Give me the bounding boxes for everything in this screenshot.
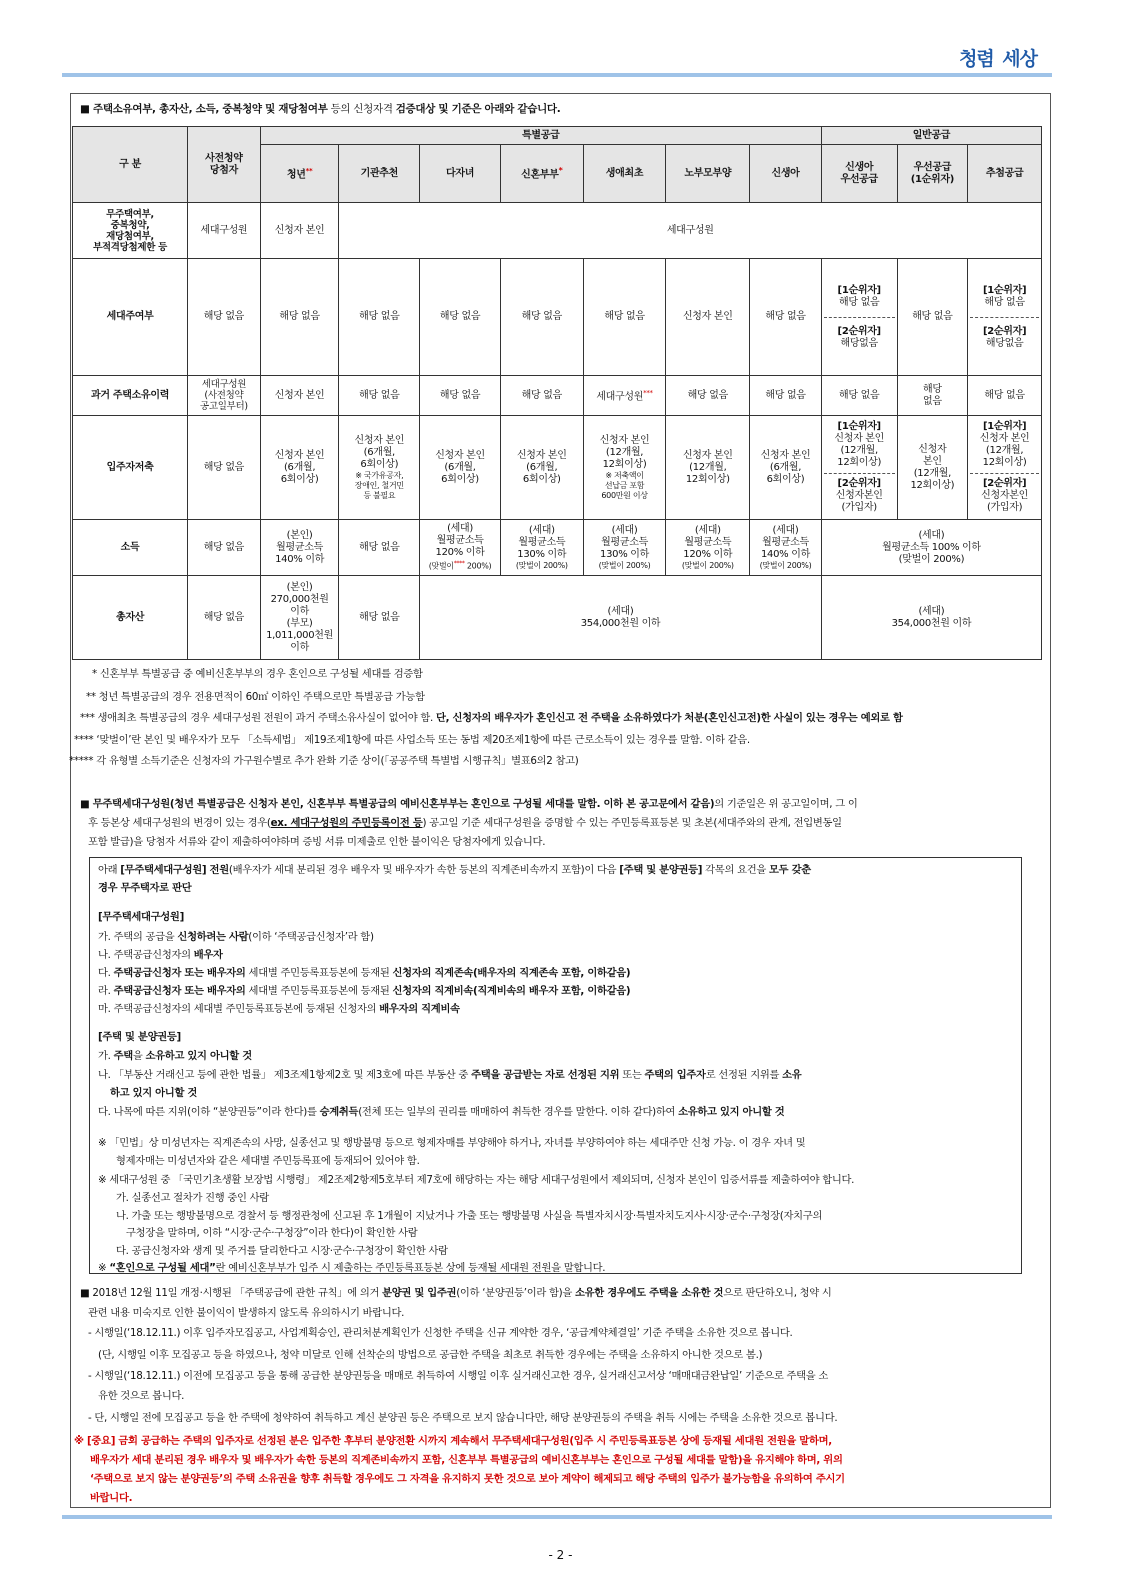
header-institution: 기관추천 bbox=[339, 145, 420, 203]
cell: 해당 없음 bbox=[339, 259, 420, 376]
important-warning-3: ‘주택으로 보지 않는 분양권등’의 주택 소유권을 향후 취득할 경우에도 그 자격을 유지하지 못한 것으로 보아 계약이 해제되고 해당 주택의 입주가 불가능함을 유의하여 주시기 bbox=[90, 1473, 845, 1485]
section3-line1: ■ 2018년 12월 11일 개정·시행된 「주택공급에 관한 규칙」에 의거 분양권 및 입주권(이하 ‘분양권등’이라 함)을 소유한 경우에도 주택을 소유한 것으로 판단하오니, 청약 시 bbox=[80, 1287, 832, 1299]
cell: 신청자 본인 (12개월, 12회이상) ※ 저축액이 선납금 포함 600만원 이상 bbox=[583, 416, 666, 520]
header-multi-child: 다자녀 bbox=[420, 145, 501, 203]
intro-line: ■ 주택소유여부, 총자산, 소득, 중복청약 및 재당첨여부 등의 신청자격 검증대상 및 기준은 아래와 같습니다. bbox=[80, 103, 561, 115]
box-item: 마. 주택공급신청자의 세대별 주민등록표등본에 등재된 신청자의 배우자의 직계비속 bbox=[98, 1003, 460, 1015]
footnote-3: *** 생애최초 특별공급의 경우 세대구성원 전원이 과거 주택소유사실이 없어야 함. 단, 신청자의 배우자가 혼인신고 전 주택을 소유하였다가 처분(혼인신고전)한 사실이 있는 경우는 예외로 함 bbox=[80, 712, 903, 724]
section2-line2: 후 등본상 세대구성원의 변경이 있는 경우(ex. 세대구성원의 주민등록이전 등) 공고일 기준 세대구성원을 증명할 수 있는 주민등록표등본 및 초본(세대주와의 관계, 전입변동일 bbox=[88, 817, 842, 829]
cell: 해당 없음 bbox=[188, 259, 261, 376]
header-newborn-priority: 신생아 우선공급 bbox=[821, 145, 897, 203]
cell: 신청자 본인 (6개월, 6회이상) bbox=[260, 416, 339, 520]
row-label-income: 소득 bbox=[73, 520, 188, 576]
cell: (세대) 354,000천원 이하 bbox=[420, 576, 822, 660]
header-first-priority: 우선공급 (1순위자) bbox=[897, 145, 968, 203]
cell: [1순위자] 신청자 본인 (12개월, 12회이상) [2순위자] 신청자본인 (가입자) bbox=[968, 416, 1042, 520]
cell: [1순위자] 해당 없음 [2순위자] 해당없음 bbox=[821, 259, 897, 376]
cell: 해당 없음 bbox=[260, 259, 339, 376]
box-note: 다. 공급신청자와 생계 및 주거를 달리한다고 시장·군수·구청장이 확인한 사람 bbox=[116, 1245, 448, 1257]
important-warning-1: ※ [중요] 금회 공급하는 주택의 입주자로 선정된 분은 입주한 후부터 분양전환 시까지 계속해서 무주택세대구성원(입주 시 주민등록표등본 상에 등재될 세대원 전원을 말하며, bbox=[74, 1435, 832, 1447]
integrity-logo bbox=[959, 44, 1037, 71]
logo-text: 청렴 세상 bbox=[959, 48, 1037, 70]
box-heading-house: [주택 및 분양권등] bbox=[98, 1031, 181, 1043]
section2-line1: ■ 무주택세대구성원(청년 특별공급은 신청자 본인, 신혼부부 특별공급의 예비신혼부부는 혼인으로 구성될 세대를 말함. 이하 본 공고문에서 같음)의 기준일은 위 공고일이며, 그 이 bbox=[80, 798, 858, 810]
box-note: 형제자매는 미성년자와 같은 세대별 주민등록표에 등재되어 있어야 함. bbox=[116, 1155, 420, 1167]
page-number: - 2 - bbox=[548, 1548, 573, 1562]
box-intro-line1: 아래 [무주택세대구성원] 전원(배우자가 세대 분리된 경우 배우자 및 배우자가 속한 등본의 직계존비속까지 포함)이 다음 [주택 및 분양권등] 각목의 요건을 모두 갖춘 bbox=[98, 864, 811, 876]
cell: 해당 없음 bbox=[897, 259, 968, 376]
box-item: 라. 주택공급신청자 또는 배우자의 세대별 주민등록표등본에 등재된 신청자의 직계비속(직계비속의 배우자 포함, 이하같음) bbox=[98, 985, 631, 997]
box-note: 구청장을 말하며, 이하 “시장·군수·구청장”이라 한다)이 확인한 사람 bbox=[126, 1227, 418, 1239]
cell: 신청자 본인 (6개월, 6회이상) bbox=[750, 416, 822, 520]
important-warning-4: 바랍니다. bbox=[90, 1492, 133, 1504]
cell: 신청자 본인 bbox=[666, 259, 750, 376]
header-newborn: 신생아 bbox=[750, 145, 822, 203]
header-first-time: 생애최초 bbox=[583, 145, 666, 203]
cell: (세대) 354,000천원 이하 bbox=[821, 576, 1041, 660]
box-item: 하고 있지 아니할 것 bbox=[110, 1087, 198, 1099]
eligibility-table bbox=[72, 126, 1042, 660]
section3-item: - 시행일(‘18.12.11.) 이전에 모집공고 등을 통해 공급한 분양권등을 매매로 취득하여 시행일 이후 실거래신고한 경우, 실거래신고서상 ‘매매대금완납일’ 기준으로 주택을 소 bbox=[88, 1370, 829, 1382]
box-note: ※ 「민법」상 미성년자는 직계존속의 사망, 실종선고 및 행방불명 등으로 형제자매를 부양해야 하거나, 자녀를 부양하여야 하는 세대주만 신청 가능. 이 경우 자녀 및 bbox=[98, 1137, 806, 1149]
cell: (세대) 월평균소득 120% 이하 (맞벌이 200%) bbox=[666, 520, 750, 576]
cell: 해당 없음 bbox=[750, 259, 822, 376]
cell: 신청자 본인 bbox=[260, 376, 339, 416]
row-label-assets: 총자산 bbox=[73, 576, 188, 660]
cell: 해당 없음 bbox=[897, 376, 968, 416]
section3-line2: 관련 내용 미숙지로 인한 불이익이 발생하지 않도록 유의하시기 바랍니다. bbox=[88, 1307, 405, 1319]
box-item: 나. 주택공급신청자의 배우자 bbox=[98, 949, 223, 961]
cell: 세대구성원 bbox=[339, 203, 1042, 259]
box-note: ※ 세대구성원 중 「국민기초생활 보장법 시행령」 제2조제2항제5호부터 제7호에 해당하는 자는 해당 세대구성원에서 제외되며, 신청자 본인이 입증서류를 제출하여야 합니다. bbox=[98, 1174, 855, 1186]
box-item: 다. 주택공급신청자 또는 배우자의 세대별 주민등록표등본에 등재된 신청자의 직계존속(배우자의 직계존속 포함, 이하같음) bbox=[98, 967, 631, 979]
important-warning-2: 배우자가 세대 분리된 경우 배우자 및 배우자가 속한 등본의 직계존비속까지 포함, 신혼부부 특별공급의 예비신혼부부는 혼인으로 구성될 세대를 말함)을 유지해야 하며, 위의 bbox=[90, 1454, 843, 1466]
cell: (세대) 월평균소득 130% 이하 (맞벌이 200%) bbox=[583, 520, 666, 576]
header-gubun: 구 분 bbox=[73, 127, 188, 203]
box-item: 다. 나목에 따른 지위(이하 “분양권등”이라 한다)를 승계취득(전체 또는 일부의 권리를 매매하여 취득한 경우를 말한다. 이하 같다)하여 소유하고 있지 아니할 것 bbox=[98, 1106, 785, 1118]
cell: (세대) 월평균소득 140% 이하 (맞벌이 200%) bbox=[750, 520, 822, 576]
box-item: 가. 주택의 공급을 신청하려는 사람(이하 ‘주택공급신청자’라 함) bbox=[98, 931, 374, 943]
cell: [1순위자] 신청자 본인 (12개월, 12회이상) [2순위자] 신청자본인 (가입자) bbox=[821, 416, 897, 520]
section2-line3: 포함 발급)을 당첨자 서류와 같이 제출하여야하며 증빙 서류 미제출로 인한 불이익은 당첨자에게 있습니다. bbox=[88, 836, 546, 848]
cell: [1순위자] 해당 없음 [2순위자] 해당없음 bbox=[968, 259, 1042, 376]
cell: 해당 없음 bbox=[821, 376, 897, 416]
box-heading-homeless: [무주택세대구성원] bbox=[98, 911, 184, 923]
section3-item: 유한 것으로 봅니다. bbox=[98, 1390, 185, 1402]
header-lottery: 추첨공급 bbox=[968, 145, 1042, 203]
header-special-supply: 특별공급 bbox=[260, 127, 821, 145]
cell: 신청자 본인 (6개월, 6회이상) bbox=[500, 416, 583, 520]
cell: 해당 없음 bbox=[339, 520, 420, 576]
cell: 신청자 본인 (6개월, 6회이상) ※ 국가유공자, 장애인, 철거민 등 불필요 bbox=[339, 416, 420, 520]
cell: 해당 없음 bbox=[339, 376, 420, 416]
cell: 해당 없음 bbox=[188, 576, 261, 660]
footnote-2: ** 청년 특별공급의 경우 전용면적이 60㎡ 이하인 주택으로만 특별공급 가능함 bbox=[86, 691, 425, 703]
cell: 해당 없음 bbox=[420, 259, 501, 376]
box-note: ※ “혼인으로 구성될 세대”란 예비신혼부부가 입주 시 제출하는 주민등록표등본 상에 등재될 세대원 전원을 말합니다. bbox=[98, 1262, 606, 1274]
cell: 해당 없음 bbox=[500, 376, 583, 416]
cell: (세대) 월평균소득 130% 이하 (맞벌이 200%) bbox=[500, 520, 583, 576]
cell: 세대구성원*** bbox=[583, 376, 666, 416]
box-intro-line2: 경우 무주택자로 판단 bbox=[98, 882, 192, 894]
cell: 해당 없음 bbox=[420, 376, 501, 416]
cell: 신청자 본인 (12개월, 12회이상) bbox=[897, 416, 968, 520]
row-label-homeless: 무주택여부, 중복청약, 재당첨여부, 부적격당첨제한 등 bbox=[73, 203, 188, 259]
header-pre-subscription: 사전청약 당첨자 bbox=[188, 127, 261, 203]
cell: (세대) 월평균소득 120% 이하 (맞벌이**** 200%) bbox=[420, 520, 501, 576]
cell: (본인) 270,000천원 이하 (부모) 1,011,000천원 이하 bbox=[260, 576, 339, 660]
section3-item: - 시행일(‘18.12.11.) 이후 입주자모집공고, 사업계획승인, 관리처분계획인가 신청한 주택을 신규 계약한 경우, ‘공급계약체결일’ 기준 주택을 소유한 것으로 봅니다. bbox=[88, 1327, 793, 1339]
cell: 해당 없음 bbox=[666, 376, 750, 416]
cell: 해당 없음 bbox=[583, 259, 666, 376]
bottom-rule bbox=[62, 1515, 1052, 1519]
section3-item: (단, 시행일 이후 모집공고 등을 하였으나, 청약 미달로 인해 선착순의 방법으로 공급한 주택을 최초로 취득한 경우에는 주택을 소유하지 아니한 것으로 봄.) bbox=[98, 1349, 763, 1361]
cell: 해당 없음 bbox=[750, 376, 822, 416]
header-newlywed: 신혼부부* bbox=[500, 145, 583, 203]
row-label-householder: 세대주여부 bbox=[73, 259, 188, 376]
header-general-supply: 일반공급 bbox=[821, 127, 1041, 145]
header-youth: 청년** bbox=[260, 145, 339, 203]
footnote-4: **** ‘맞벌이’란 본인 및 배우자가 모두 「소득세법」 제19조제1항에 따른 사업소득 또는 동법 제20조제1항에 따른 근로소득이 있는 경우를 말함. 이하 같음. bbox=[74, 734, 750, 746]
cell: (세대) 월평균소득 100% 이하 (맞벌이 200%) bbox=[821, 520, 1041, 576]
cell: 신청자 본인 (12개월, 12회이상) bbox=[666, 416, 750, 520]
cell: 해당 없음 bbox=[188, 416, 261, 520]
cell: 세대구성원 (사전청약 공고일부터) bbox=[188, 376, 261, 416]
row-label-savings: 입주자저축 bbox=[73, 416, 188, 520]
cell: 해당 없음 bbox=[339, 576, 420, 660]
header-elderly-parent: 노부모부양 bbox=[666, 145, 750, 203]
cell: 신청자 본인 (6개월, 6회이상) bbox=[420, 416, 501, 520]
footnote-5: ***** 각 유형별 소득기준은 신청자의 가구원수별로 추가 완화 기준 상이(「공공주택 특별법 시행규칙」별표6의2 참고) bbox=[69, 755, 579, 767]
section3-item: - 단, 시행일 전에 모집공고 등을 한 주택에 청약하여 취득하고 계신 분양권 등은 주택으로 보지 않습니다만, 해당 분양권등의 주택을 취득 시에는 주택을 소유한 것으로 봅니다. bbox=[88, 1412, 838, 1424]
cell: 해당 없음 bbox=[188, 520, 261, 576]
cell: 신청자 본인 bbox=[260, 203, 339, 259]
top-rule bbox=[62, 73, 1052, 77]
box-item: 가. 주택을 소유하고 있지 아니할 것 bbox=[98, 1050, 252, 1062]
row-label-ownership-history: 과거 주택소유이력 bbox=[73, 376, 188, 416]
footnote-1: * 신혼부부 특별공급 중 예비신혼부부의 경우 혼인으로 구성될 세대를 검증함 bbox=[92, 668, 423, 680]
cell: 해당 없음 bbox=[500, 259, 583, 376]
cell: 해당 없음 bbox=[968, 376, 1042, 416]
box-note: 가. 실종선고 절차가 진행 중인 사람 bbox=[116, 1192, 269, 1204]
cell: 세대구성원 bbox=[188, 203, 261, 259]
box-item: 나. 「부동산 거래신고 등에 관한 법률」 제3조제1항제2호 및 제3호에 따른 부동산 중 주택을 공급받는 자로 선정된 지위 또는 주택의 입주자로 선정된 지위를 소유 bbox=[98, 1069, 802, 1081]
box-note: 나. 가출 또는 행방불명으로 경찰서 등 행정관청에 신고된 후 1개월이 지났거나 가출 또는 행방불명 사실을 특별자치시장·특별자치도지사·시장·군수·구청장(자치구의 bbox=[116, 1210, 823, 1222]
cell: (본인) 월평균소득 140% 이하 bbox=[260, 520, 339, 576]
